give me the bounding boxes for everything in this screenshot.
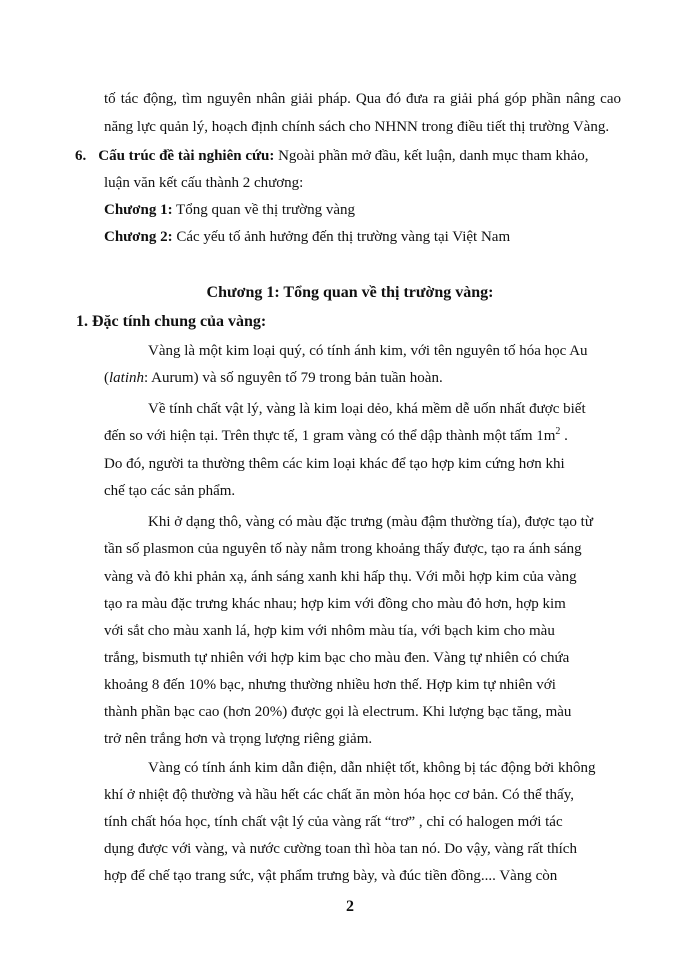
structure-line-1 bbox=[75, 146, 588, 166]
p3-line-7: khoảng 8 đến 10% bạc, nhưng thường nhiều hơn thế. Hợp kim tự nhiên với bbox=[104, 677, 556, 693]
p3-line-5: với sắt cho màu xanh lá, hợp kim với nhôm màu tía, với bạch kim cho màu bbox=[104, 623, 555, 639]
latin-term: latinh bbox=[109, 370, 145, 386]
p3-line-9: trở nên trắng hơn và trọng lượng riêng giảm. bbox=[104, 731, 373, 747]
p4-line-3: tính chất hóa học, tính chất vật lý của vàng rất “trơ” , chỉ có halogen mới tác bbox=[104, 814, 563, 830]
p1-line-2: (latinh: Aurum) và số nguyên tố 79 trong bản tuần hoàn. bbox=[104, 370, 443, 386]
intro-line-2: năng lực quản lý, hoạch định chính sách cho NHNN trong điều tiết thị trường Vàng. bbox=[104, 119, 610, 135]
chapter-title: Chương 1: Tổng quan về thị trường vàng: bbox=[206, 284, 494, 301]
superscript: 2 bbox=[555, 426, 561, 437]
p4-line-5: hợp để chế tạo trang sức, vật phẩm trưng bày, và đúc tiền đồng.... Vàng còn bbox=[104, 868, 558, 884]
p3-line-6: trắng, bismuth tự nhiên với hợp kim bạc cho màu đen. Vàng tự nhiên có chứa bbox=[104, 650, 570, 666]
structure-label: Cấu trúc đề tài nghiên cứu: bbox=[98, 148, 275, 164]
p4-line-2: khí ở nhiệt độ thường và hầu hết các chất ăn mòn hóa học cơ bản. Có thể thấy, bbox=[104, 787, 574, 803]
p2-line-2: đến so với hiện tại. Trên thực tế, 1 gram vàng có thể dập thành một tấm $1m^2$ . bbox=[104, 426, 568, 444]
page-number: 2 bbox=[346, 898, 354, 915]
structure-number: 6. bbox=[75, 148, 87, 164]
section-title: 1. Đặc tính chung của vàng: bbox=[76, 313, 267, 330]
p2-line-3: Do đó, người ta thường thêm các kim loại khác để tạo hợp kim cứng hơn khi bbox=[104, 456, 565, 472]
p4-line-1: Vàng có tính ánh kim dẫn điện, dẫn nhiệt tốt, không bị tác động bởi không bbox=[148, 760, 596, 776]
intro-line-1: tố tác động, tìm nguyên nhân giải pháp. Qua đó đưa ra giải phá góp phần nâng cao bbox=[104, 91, 621, 107]
structure-line-2: luận văn kết cấu thành 2 chương: bbox=[104, 175, 304, 191]
chapter-2-item bbox=[104, 227, 510, 247]
chapter-1-label: Chương 1: bbox=[104, 202, 173, 218]
chapter-1-item bbox=[104, 200, 355, 220]
p3-line-2: tần số plasmon của nguyên tố này nằm trong khoảng thấy được, tạo ra ánh sáng bbox=[104, 541, 582, 557]
structure-text-1: Ngoài phần mở đầu, kết luận, danh mục tham khảo, bbox=[274, 148, 589, 164]
chapter-1-text: Tổng quan về thị trường vàng bbox=[172, 202, 356, 218]
p3-line-4: tạo ra màu đặc trưng khác nhau; hợp kim với đồng cho màu đỏ hơn, hợp kim bbox=[104, 596, 566, 612]
p4-line-4: dụng được với vàng, và nước cường toan thì hòa tan nó. Do vậy, vàng rất thích bbox=[104, 841, 577, 857]
p1-line-1: Vàng là một kim loại quý, có tính ánh kim, với tên nguyên tố hóa học Au bbox=[148, 343, 588, 359]
p3-line-3: vàng và đỏ khi phản xạ, ánh sáng xanh khi hấp thụ. Với mỗi hợp kim của vàng bbox=[104, 569, 577, 585]
p2-line-1: Về tính chất vật lý, vàng là kim loại dẻo, khá mềm dễ uốn nhất được biết bbox=[148, 401, 586, 417]
chapter-2-label: Chương 2: bbox=[104, 229, 173, 245]
chapter-2-text: Các yếu tố ảnh hưởng đến thị trường vàng tại Việt Nam bbox=[172, 229, 511, 245]
p3-line-8: thành phần bạc cao (hơn 20%) được gọi là electrum. Khi lượng bạc tăng, màu bbox=[104, 704, 572, 720]
p3-line-1: Khi ở dạng thô, vàng có màu đặc trưng (màu đậm thường tía), được tạo từ bbox=[148, 514, 593, 530]
p2-line-4: chế tạo các sản phẩm. bbox=[104, 483, 236, 499]
